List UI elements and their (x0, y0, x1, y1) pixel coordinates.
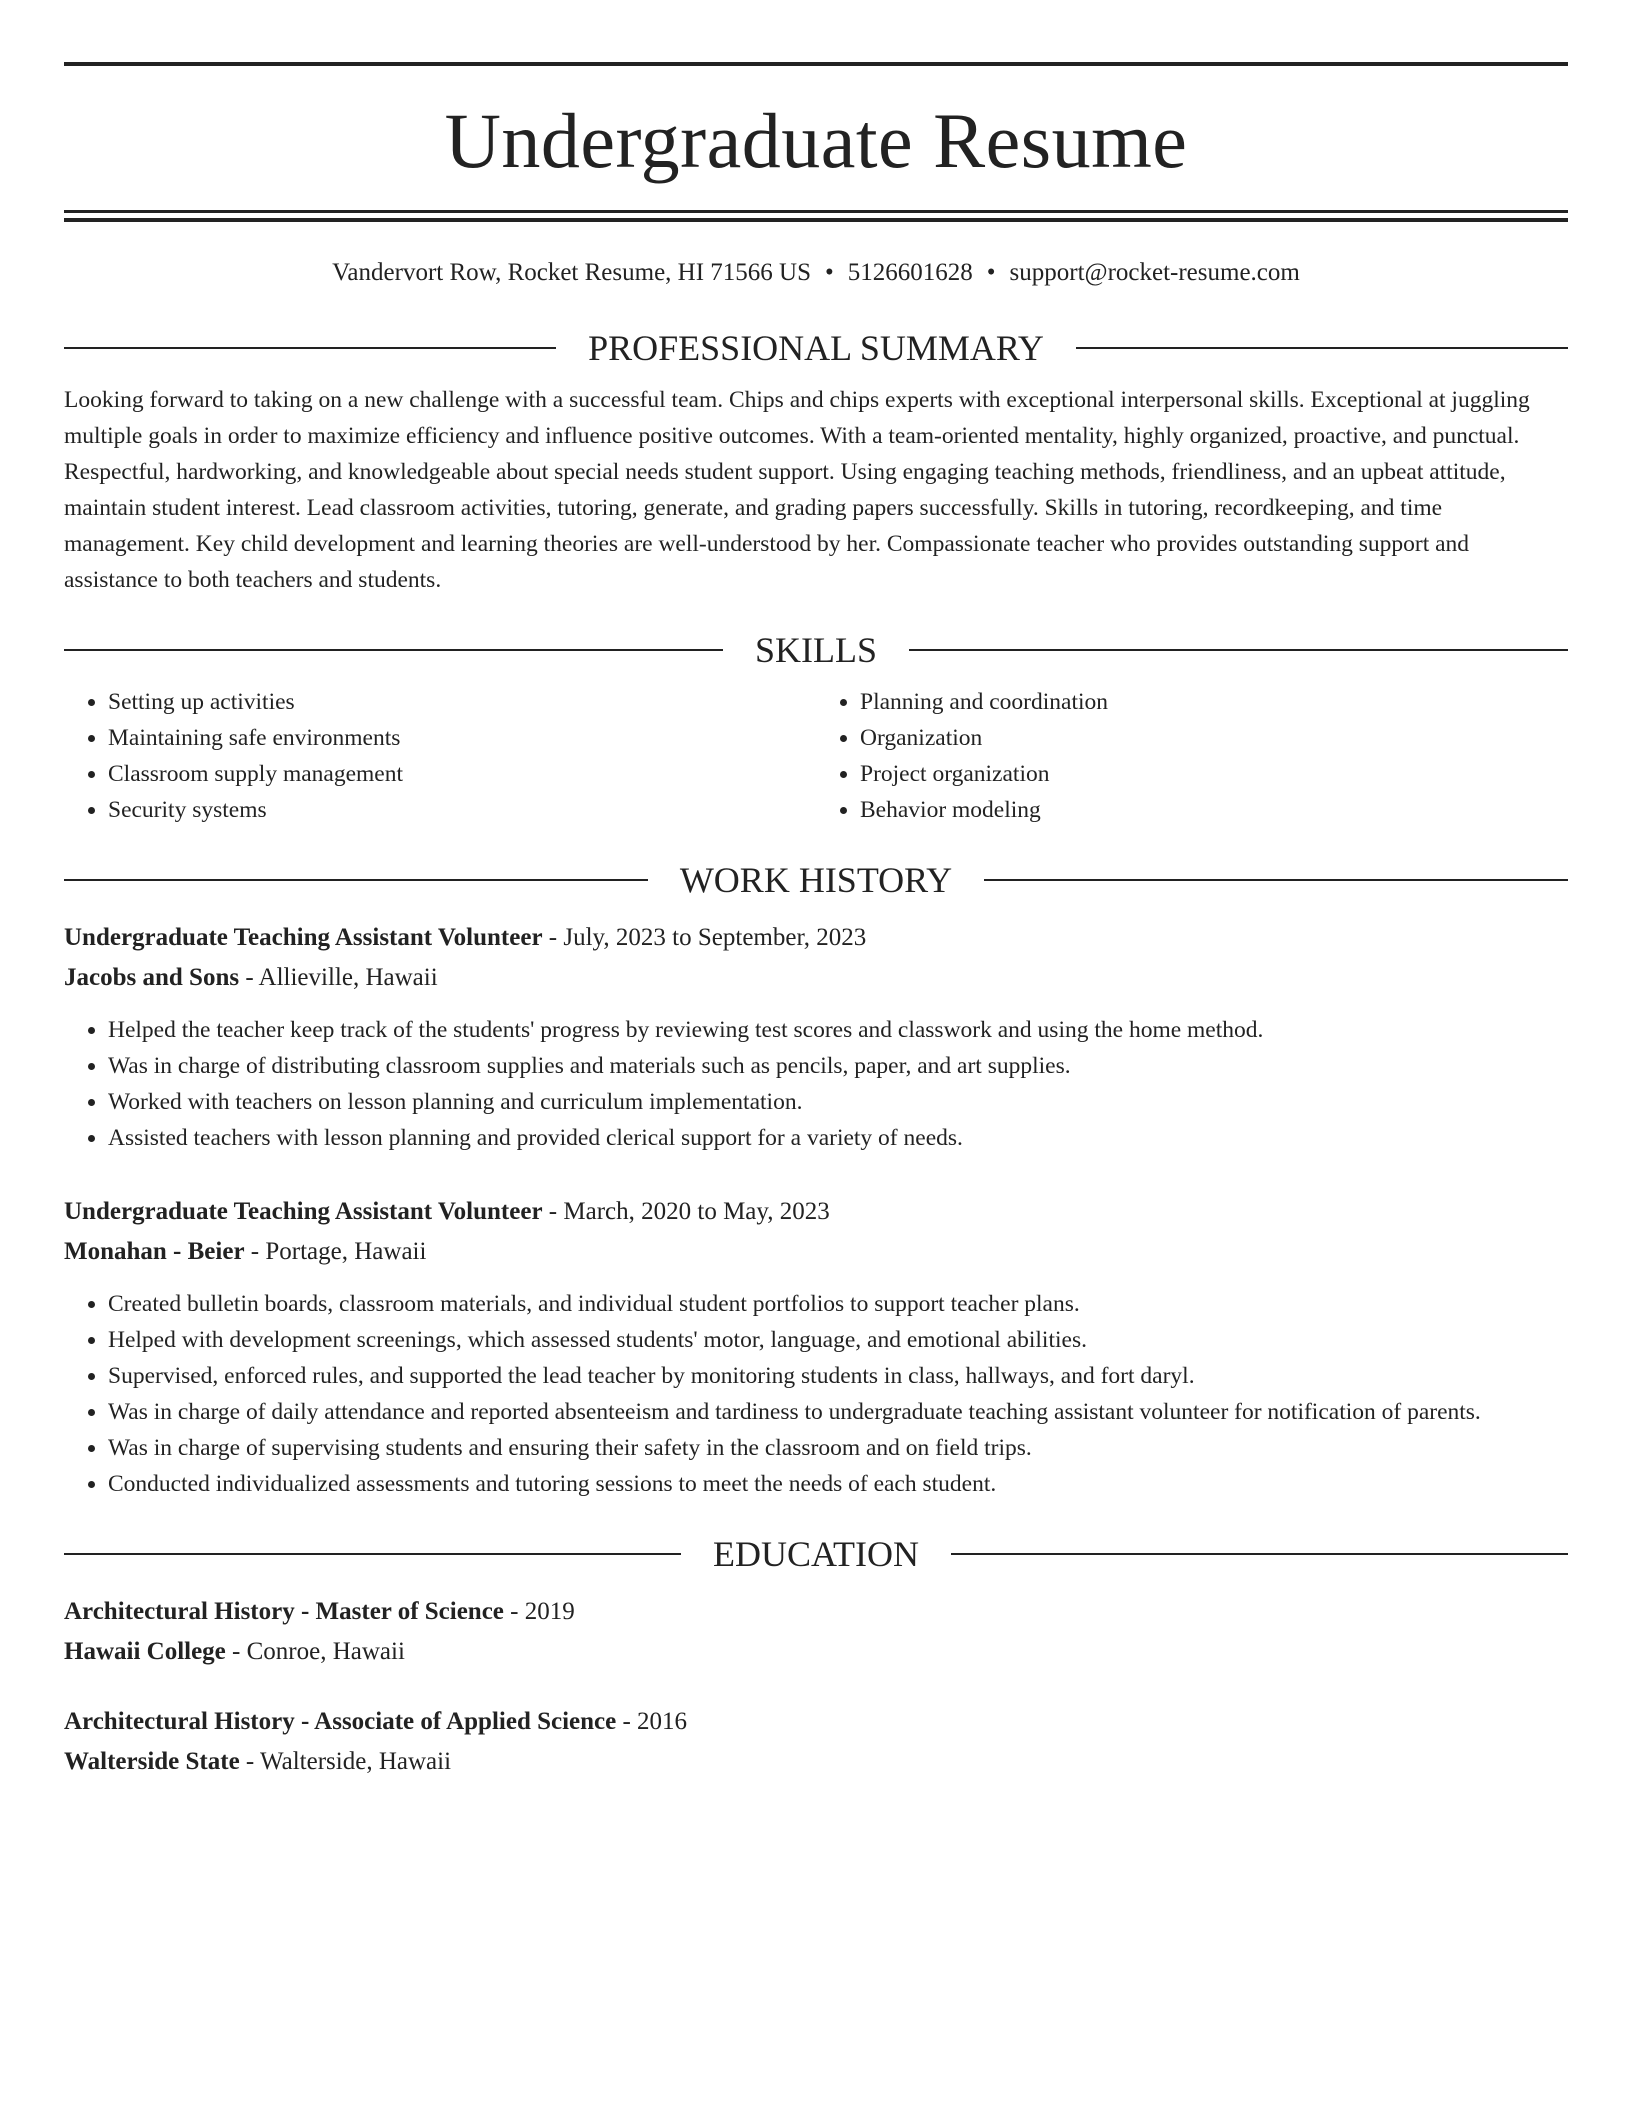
degree-line (64, 1702, 1568, 1742)
job-dates: - July, 2023 to September, 2023 (542, 924, 867, 951)
job-bullet: • Was in charge of daily attendance and reported absenteeism and tardiness to undergraduate teaching assistant volunteer for notification of parents. (108, 1394, 1568, 1430)
job-title-line (64, 1192, 1568, 1232)
heading-rule-left (64, 649, 723, 651)
contact-address: Vandervort Row, Rocket Resume, HI 71566 US (332, 259, 812, 286)
job-bullet: • Was in charge of supervising students and ensuring their safety in the classroom and on field trips. (108, 1430, 1568, 1466)
job-bullet: • Worked with teachers on lesson planning and curriculum implementation. (108, 1084, 1568, 1120)
work-heading-label: WORK HISTORY (679, 860, 953, 900)
job-company-line (64, 958, 1568, 998)
skills-column-right (816, 684, 1568, 828)
job-location: - Portage, Hawaii (244, 1238, 427, 1265)
job-title: Undergraduate Teaching Assistant Volunteer (64, 1198, 543, 1225)
contact-separator: • (986, 259, 996, 286)
contact-phone: 5126601628 (847, 259, 973, 286)
school-location: - Conroe, Hawaii (225, 1638, 405, 1665)
graduation-year: - 2019 (503, 1598, 575, 1625)
job-bullet: • Assisted teachers with lesson planning and provided clerical support for a variety of needs. (108, 1120, 1568, 1156)
work-section-heading (64, 862, 1568, 898)
school: Walterside State (64, 1748, 240, 1775)
job-company: Monahan - Beier (64, 1238, 245, 1265)
job-location: - Allieville, Hawaii (239, 964, 438, 991)
skill-item: • Security systems (108, 792, 816, 828)
job-title-line (64, 918, 1568, 958)
heading-rule-left (64, 347, 556, 349)
degree: Architectural History - Master of Science (64, 1598, 504, 1625)
skill-item: • Classroom supply management (108, 756, 816, 792)
skills-column-left (64, 684, 816, 828)
job-bullet: • Helped with development screenings, which assessed students' motor, language, and emotional abilities. (108, 1322, 1568, 1358)
school-line (64, 1742, 1568, 1782)
skill-item: • Project organization (860, 756, 1568, 792)
top-rule (64, 62, 1568, 66)
contact-email: support@rocket-resume.com (1009, 259, 1300, 286)
heading-rule-right (951, 1553, 1568, 1555)
skill-item: • Organization (860, 720, 1568, 756)
skills-list (64, 684, 1568, 828)
degree-line (64, 1592, 1568, 1632)
summary-section-heading (64, 330, 1568, 366)
education-heading-label: EDUCATION (713, 1534, 919, 1574)
title-double-rule (64, 210, 1568, 222)
skill-item: • Planning and coordination (860, 684, 1568, 720)
education-entry (64, 1702, 1568, 1782)
job-dates: - March, 2020 to May, 2023 (542, 1198, 830, 1225)
degree: Architectural History - Associate of Applied Science (64, 1708, 617, 1735)
heading-rule-left (64, 879, 648, 881)
job-company: Jacobs and Sons (64, 964, 240, 991)
school-line (64, 1632, 1568, 1672)
heading-rule-left (64, 1553, 681, 1555)
heading-rule-right (1076, 347, 1568, 349)
job-title: Undergraduate Teaching Assistant Volunteer (64, 924, 543, 951)
summary-heading-label: PROFESSIONAL SUMMARY (588, 328, 1044, 368)
school: Hawaii College (64, 1638, 226, 1665)
skills-section-heading (64, 632, 1568, 668)
heading-rule-right (984, 879, 1568, 881)
job-bullet: • Was in charge of distributing classroom supplies and materials such as pencils, paper, and art supplies. (108, 1048, 1568, 1084)
job-bullet: • Created bulletin boards, classroom materials, and individual student portfolios to support teacher plans. (108, 1286, 1568, 1322)
contact-separator: • (825, 259, 834, 286)
skill-item: • Behavior modeling (860, 792, 1568, 828)
job-company-line (64, 1232, 1568, 1272)
heading-rule-right (909, 649, 1568, 651)
resume-title: Undergraduate Resume (444, 97, 1188, 184)
education-entry (64, 1592, 1568, 1672)
skill-item: • Setting up activities (108, 684, 816, 720)
job-bullet: • Helped the teacher keep track of the students' progress by reviewing test scores and classwork and using the home method. (108, 1012, 1568, 1048)
skill-item: • Maintaining safe environments (108, 720, 816, 756)
summary-text: Looking forward to taking on a new challenge with a successful team. Chips and chips experts with exceptional interpersonal skills. Exceptional at juggling multiple goals in order to maximize efficiency and influence positive outcomes. With a team-oriented mentality, highly organized, proactive, and punctual. Respectful, hardworking, and knowledgeable about special needs student support. Using engaging teaching methods, friendliness, and an upbeat attitude, maintain student interest. Lead classroom activities, tutoring, generate, and grading papers successfully. Skills in tutoring, recordkeeping, and time management. Key child development and learning theories are well-understood by her. Compassionate teacher who provides outstanding support and assistance to both teachers and students. (64, 387, 1530, 593)
contact-line (64, 258, 1568, 288)
job-bullets (64, 1012, 1568, 1156)
education-section-heading (64, 1536, 1568, 1572)
work-entry (64, 918, 1568, 1156)
job-bullets (64, 1286, 1568, 1502)
job-bullet: • Conducted individualized assessments and tutoring sessions to meet the needs of each student. (108, 1466, 1568, 1502)
work-entry (64, 1192, 1568, 1502)
graduation-year: - 2016 (616, 1708, 688, 1735)
school-location: - Walterside, Hawaii (239, 1748, 452, 1775)
job-bullet: • Supervised, enforced rules, and supported the lead teacher by monitoring students in class, hallways, and fort daryl. (108, 1358, 1568, 1394)
skills-heading-label: SKILLS (755, 630, 878, 670)
